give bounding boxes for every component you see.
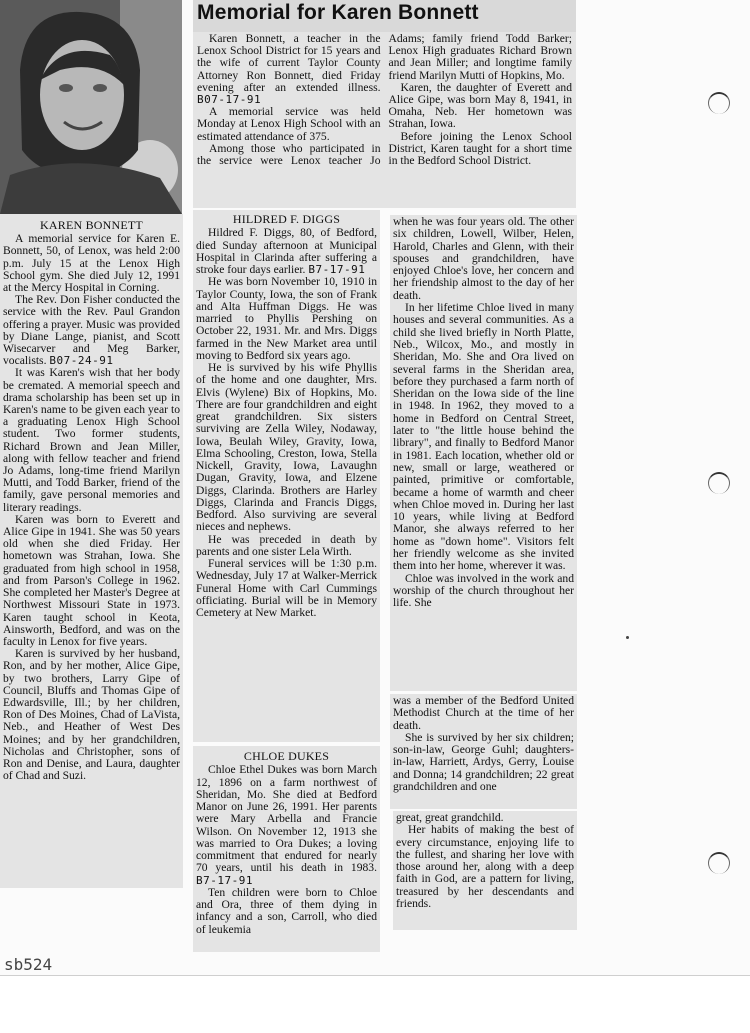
diggs-paragraph-1-text: Hildred F. Diggs, 80, of Bedford, died Sunday afternoon at Municipal Hospital in Clarinda after suffering a stroke four days earlier. [196,226,377,276]
dukes-heading: CHLOE DUKES [243,749,330,763]
speck [626,636,629,639]
handwritten-date-note: B7-17-91 [196,873,253,887]
diggs-paragraph-5: Funeral services will be 1:30 p.m. Wednesday, July 17 at Walker-Merrick Funeral Home with Carl Cummings officiating. Burial will be in Memory Cemetery at New Market. [196,557,377,619]
handwritten-date-note: B07-17-91 [197,93,262,107]
page-number-handwritten: sb524 [4,955,53,974]
diggs-paragraph-4: He was preceded in death by parents and one sister Lela Wirth. [196,532,377,558]
handwritten-date-note: B7-17-91 [308,263,366,276]
dukes-continued-1: when he was four years old. The other six children, Lowell, Wilber, Helen, Harold, Charles and Glenn, with their spouses and grandchildren, have enjoyed Chloe's love, her concern and her friendship almost to the day of her death. [393,215,574,302]
bonnett-heading: KAREN BONNETT [40,218,143,232]
dukes-obituary-part-2 [390,215,577,691]
dukes-obituary-part-4 [393,811,577,930]
dukes-obituary-part-3 [390,694,577,809]
bonnett-paragraph-3: It was Karen's wish that her body be cremated. A memorial speech and drama scholarship has been set up in Karen's name to be given each year to a graduating Lenox High School student. Two former students, Richard Brown and Jean Miller, along with fellow teacher and friend Jo Adams, long-time friend Marilyn Mutti, and Todd Barker, friend of the family, gave personal memories and literary readings. [3,366,180,514]
diggs-obituary [193,210,380,742]
dukes-continued-4: was a member of the Bedford United Methodist Church at the time of her death. [393,694,574,732]
dukes-obituary-part-1 [193,746,380,952]
dukes-continued-5: She is survived by her six children; son-in-law, George Guhl; daughters-in-law, Harriett, Ardys, Gerry, Louise and Donna; 14 grandchildren; 22 great grandchildren and one [393,730,574,794]
dukes-continued-7: Her habits of making the best of every circumstance, enjoying life to the fullest, and sharing her love with those around her, along with a deep faith in God, are a pattern for living, treasured by her descendants and friends. [396,823,574,911]
dukes-paragraph-1 [196,764,377,887]
memorial-paragraph-2: A memorial service was held Monday at Lenox High School with an estimated attendance of 375. [197,105,381,143]
dukes-paragraph-1-text: Chloe Ethel Dukes was born March 12, 1896 on a farm northwest of Sheridan, Mo. She died at Bedford Manor on June 26, 1991. Her parents were Mary Arbella and Francie Wilson. On November 12, 1913 she was married to Ora Dukes; a loving commitment that endured for nearly 70 years, until his death in 1983. [196,763,377,875]
diggs-paragraph-2: He was born November 10, 1910 in Taylor County, Iowa, the son of Frank and Alta Huffman Diggs. He was married to Phyllis Pershing on October 22, 1931. Mr. and Mrs. Diggs farmed in the New Market area until moving to Bedford six years ago. [196,275,377,362]
memorial-article [193,32,576,208]
memorial-paragraph-5: Before joining the Lenox School District, Karen taught for a short time in the Bedford School District. [388,129,572,168]
portrait-photo [0,0,182,214]
bonnett-paragraph-1: A memorial service for Karen E. Bonnett, 50, of Lenox, was held 2:00 p.m. July 15 at the Lenox High School gym. She died July 12, 1991 at the Mercy Hospital in Corning. [3,232,180,295]
diggs-heading: HILDRED F. DIGGS [232,212,341,226]
dukes-continued-3: Chloe was involved in the work and worship of the church throughout her life. She [393,571,574,610]
handwritten-date-note: B07-24-91 [49,354,114,368]
bonnett-obituary [0,214,183,888]
binder-hole-bottom [708,852,730,874]
memorial-paragraph-1-text: Karen Bonnett, a teacher in the Lenox School District for 15 years and the wife of current Taylor County Attorney Ron Bonnett, died Friday evening after an extended illness. [197,32,381,94]
diggs-paragraph-1 [196,227,377,276]
bonnett-paragraph-5: Karen is survived by her husband, Ron, and by her mother, Alice Gipe, by two brothers, Larry Gipe of Council, Bluffs and Thomas Gipe of Edwardsville, Ill.; by her children, Ron of Des Moines, Chad of LaVista, Neb., and Heather of West Des Moines; and by her grandchildren, Nicholas and Christopher, sons of Ron and Denise, and Laura, daughter of Chad and Suzi. [3,647,180,783]
memorial-paragraph-4: Karen, the daughter of Everett and Alice Gipe, was born May 8, 1941, in Omaha, Neb. Her hometown was Strahan, Iowa. [388,80,572,131]
memorial-headline-box [193,0,576,32]
memorial-paragraph-3: Among those who participated in the service were Lenox teacher Jo Adams; family friend Todd Barker; Lenox High graduates Richard Brown and Jean Miller; and longtime family friend Marilyn Mutti of Hopkins, Mo. [197,32,572,168]
diggs-paragraph-3: He is survived by his wife Phyllis of the home and one daughter, Mrs. Elvis (Wylene) Bix of Hopkins, Mo. There are four grandchildren and eight great grandchildren. Six sisters surviving are Zella Wiley, Nodaway, Iowa, Beulah Wiley, Gravity, Iowa, Elma Schooling, Creston, Iowa, Stella Nickell, Gravity, Iowa, Lavaughn Dugan, Gravity, Iowa, and Elzene Diggs, Clarinda. Brothers are Harley Diggs, Clarinda and Francis Diggs, Bedford. Also surviving are several nieces and nephews. [196,361,377,534]
bonnett-paragraph-2-text: The Rev. Don Fisher conducted the service with the Rev. Paul Grandon offering a prayer. Music was provided by Diane Lange, pianist, and Scott Wisecarver and Meg Barker, vocalists. [3,293,180,368]
dukes-continued-2: In her lifetime Chloe lived in many houses and several communities. As a child she lived briefly in North Platte, Neb., Wilcox, Mo., and mostly in Sheridan, Mo. She and Ora lived on several farms in the Sheridan area, before they purchased a farm north of Sheridan on the Iowa side of the line in 1948. In 1962, they moved to a home in Bedford on Central Street, later to "the little house behind the library", and finally to Bedford Manor in 1981. Each location, whether old or new, small or large, weathered or painted, primitive or comfortable, became a home of warmth and cheer when Chloe moved in. During her last 10 years, while living at Bedford Manor, she always referred to her home as "down home". Visitors felt her friendly welcome as she invited them into her home, wherever it was. [393,301,574,573]
memorial-headline: Memorial for Karen Bonnett [197,1,479,24]
portrait-illustration [0,0,182,214]
bonnett-paragraph-4: Karen was born to Everett and Alice Gipe in 1941. She was 50 years old when she died Friday. Her hometown was Strahan, Iowa. She graduated from high school in 1958, and from Parson's College in 1962. She completed her Master's Degree at Northwest Missouri State in 1973. Karen taught school in Keota, Ainsworth, Bedford, and was on the faculty in Lenox for five years. [3,512,180,648]
binder-hole-top [708,92,730,114]
dukes-continued-6: great, great grandchild. [396,811,504,824]
bonnett-paragraph-2 [3,294,180,367]
binder-hole-middle [708,472,730,494]
dukes-paragraph-2: Ten children were born to Chloe and Ora, three of them dying in infancy and a son, Carroll, who died of leukemia [196,885,377,936]
memorial-paragraph-1 [197,33,381,106]
